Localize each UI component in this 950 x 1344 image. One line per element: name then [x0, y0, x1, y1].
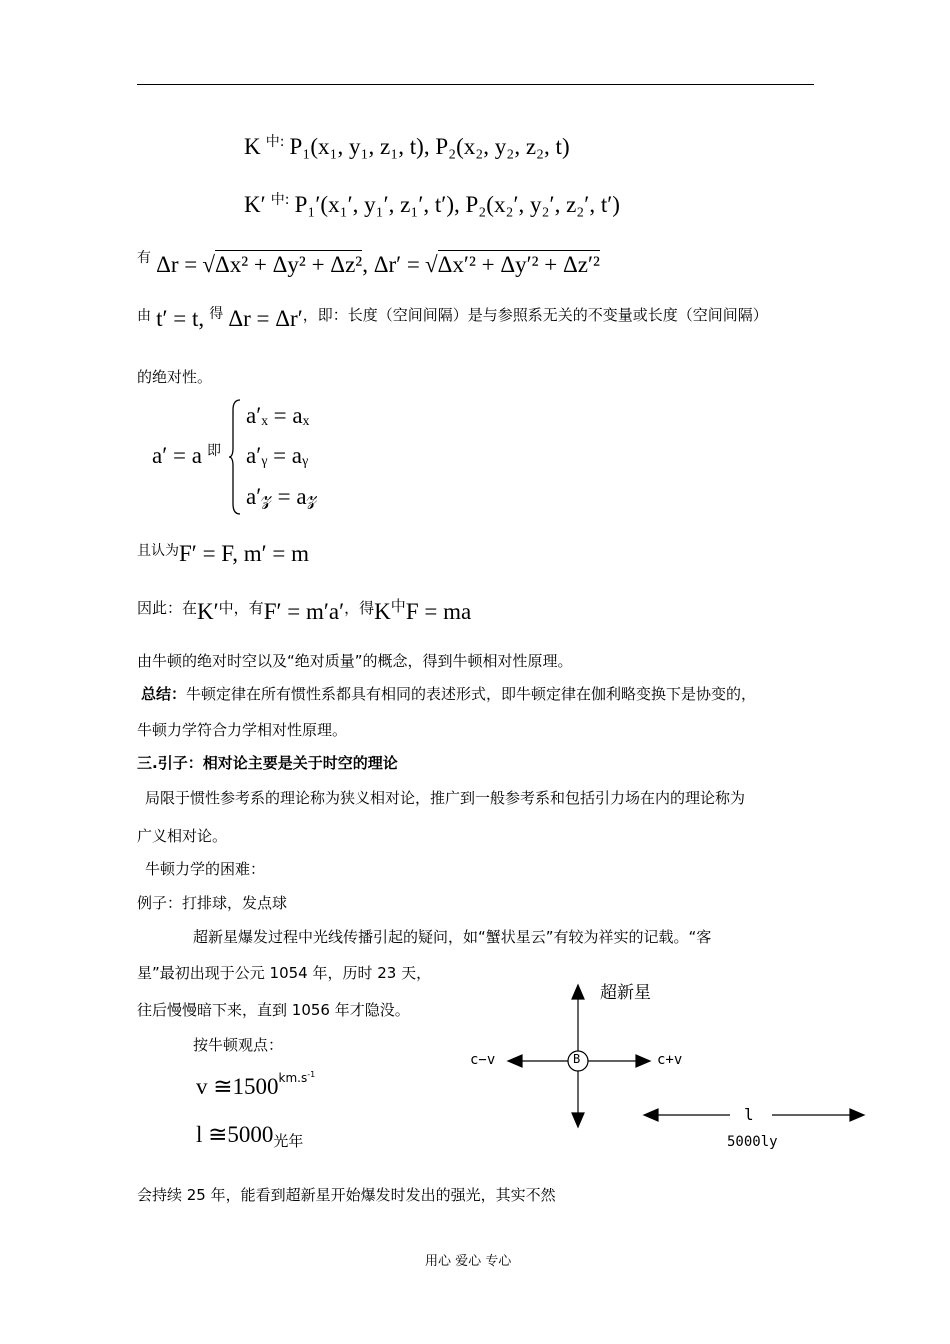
accel-equality: a′ = a — [152, 443, 202, 468]
k-symbol: K — [244, 134, 261, 159]
distance-unit: 光年 — [273, 1132, 304, 1150]
summary-label: 总结： — [141, 685, 187, 703]
velocity-value: v ≅1500 — [196, 1074, 279, 1099]
time-condition: t′ = t, — [156, 306, 205, 331]
you-label: 由 — [137, 308, 151, 324]
arrow-down-head — [572, 1113, 584, 1127]
velocity-exponent: -1 — [307, 1070, 316, 1079]
invariance-text: ，即：长度（空间间隔）是与参照系无关的不变量或长度（空间间隔） — [302, 306, 768, 324]
accel-z: a′𝓏 = a𝓏 — [246, 484, 318, 509]
distance-value: l ≅5000 — [196, 1122, 274, 1147]
therefore-mid3: 中 — [390, 597, 406, 615]
distance-arrow-left — [644, 1109, 658, 1121]
k-symbol: K — [374, 599, 391, 624]
force-line — [137, 541, 309, 567]
acceleration-block — [152, 443, 221, 469]
absolute-line: 的绝对性。 — [137, 368, 213, 386]
diagram-distance-label: 5000ly — [727, 1134, 778, 1150]
distance-equation — [137, 250, 600, 278]
supernova-text2: 星”最初出现于公元 1054 年，历时 23 天， — [137, 964, 432, 982]
summary-text1: 牛顿定律在所有惯性系都具有相同的表述形式，即牛顿定律在伽利略变换下是协变的， — [186, 685, 757, 703]
example-line: 例子：打排球，发点球 — [137, 894, 288, 912]
supernova-text1: 超新星爆发过程中光线传播引起的疑问，如“蟹状星云”有较为祥实的记载。“客 — [193, 928, 712, 946]
delta-r-prime: , Δr′ = — [362, 252, 420, 277]
equation-kprime-frame — [244, 192, 620, 218]
invariance-line — [137, 306, 768, 332]
in-label: 中: — [270, 192, 290, 208]
velocity-equation — [196, 1070, 316, 1100]
sqrt-sign: √ — [202, 252, 215, 277]
arrow-right-head — [636, 1055, 650, 1067]
therefore-mid1: 中，有 — [218, 599, 264, 617]
newton-view-line: 按牛顿观点： — [193, 1036, 284, 1054]
supernova-text3: 往后慢慢暗下来，直到 1056 年才隐没。 — [137, 1001, 410, 1019]
length-invariance: Δr = Δr′ — [228, 306, 303, 331]
arrow-left-head — [508, 1055, 522, 1067]
page-footer: 用心 爱心 专心 — [425, 1254, 512, 1269]
relativity-text1: 局限于惯性参考系的理论称为狭义相对论，推广到一般参考系和包括引力场在内的理论称为 — [145, 789, 746, 807]
summary-line1 — [141, 683, 756, 704]
delta-r: Δr = — [156, 252, 198, 277]
diagram-center-label: B — [573, 1052, 581, 1066]
force-mass-equality: F′ = F, m′ = m — [179, 541, 310, 566]
equation-k-frame — [244, 134, 570, 160]
difficulty-line: 牛顿力学的困难： — [145, 860, 266, 878]
assume-label: 且认为 — [137, 543, 179, 559]
kprime-symbol: K′ — [197, 599, 219, 624]
header-rule — [137, 84, 814, 85]
in-label: 中: — [265, 134, 285, 150]
conclusion-line: 会持续 25 年，能看到超新星开始爆发时发出的强光，其实不然 — [137, 1186, 556, 1204]
section-heading: 三.引子：相对论主要是关于时空的理论 — [137, 754, 398, 772]
therefore-prefix: 因此：在 — [137, 599, 198, 617]
ji-label: 即 — [207, 443, 222, 459]
paragraph-principle: 由牛顿的绝对时空以及“绝对质量”的概念，得到牛顿相对性原理。 — [137, 652, 573, 670]
you-label: 有 — [137, 250, 151, 266]
radicand-2: Δx′² + Δy′² + Δz′² — [437, 252, 600, 277]
sqrt-sign: √ — [425, 252, 438, 277]
velocity-unit: km.s — [278, 1071, 308, 1085]
diagram-title: 超新星 — [600, 983, 651, 1003]
kprime-symbol: K′ — [244, 192, 266, 217]
relativity-text2: 广义相对论。 — [137, 827, 228, 845]
accel-x: a′ₓ = aₓ — [246, 403, 310, 428]
de-label: 得 — [209, 306, 224, 322]
therefore-line — [137, 599, 471, 625]
newton-law-k: F = ma — [405, 599, 472, 624]
points-kprime: P₁′(x₁′, y₁′, z₁′, t′), P₂(x₂′, y₂′, z₂′, t′) — [294, 192, 620, 217]
points-k: P₁(x₁, y₁, z₁, t), P₂(x₂, y₂, z₂, t) — [289, 134, 570, 159]
brace — [228, 398, 242, 516]
summary-text2: 牛顿力学符合力学相对性原理。 — [137, 721, 348, 739]
distance-arrow-right — [850, 1109, 864, 1121]
distance-value-equation — [196, 1122, 303, 1148]
diagram-right-label: c+v — [657, 1052, 683, 1068]
radicand-1: Δx² + Δy² + Δz² — [214, 252, 363, 277]
diagram-left-label: c−v — [470, 1052, 496, 1068]
arrow-up-head — [572, 985, 584, 999]
accel-y: a′ᵧ = aᵧ — [246, 443, 309, 468]
therefore-mid2: ，得 — [344, 599, 375, 617]
diagram-l-label: l — [744, 1105, 754, 1124]
newton-law-kprime: F′ = m′a′ — [263, 599, 345, 624]
